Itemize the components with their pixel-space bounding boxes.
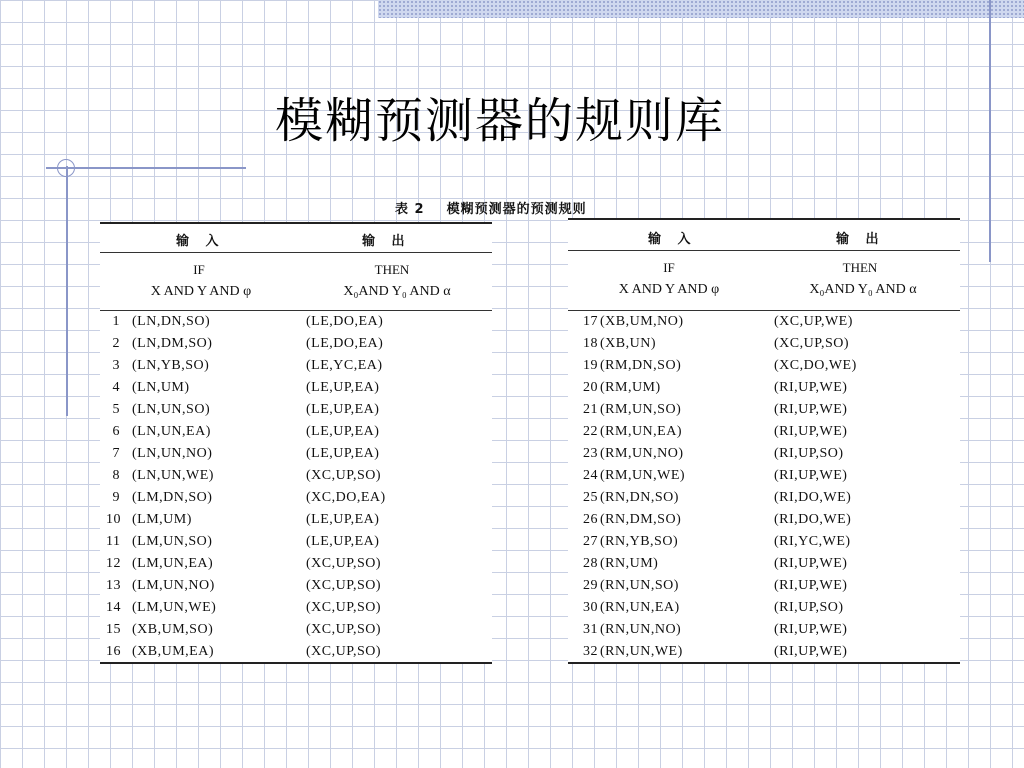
rule-number: 18 [583, 336, 598, 351]
rule-input: (LN,UN,SO) [132, 402, 211, 417]
rule-input: (LM,UM) [132, 512, 192, 527]
rule-input: (LN,DN,SO) [132, 314, 211, 329]
rule-input: (XB,UM,NO) [600, 314, 684, 329]
table-row [568, 468, 960, 490]
table-row [568, 534, 960, 556]
rule-number: 11 [106, 534, 121, 549]
rule-number: 25 [583, 490, 598, 505]
rule-input: (LN,UN,EA) [132, 424, 211, 439]
table-row [568, 446, 960, 468]
rule-output: (LE,UP,EA) [306, 402, 380, 417]
rule-number: 17 [583, 314, 598, 329]
rule-input: (RN,UN,SO) [600, 578, 679, 593]
rule-input: (RM,UN,WE) [600, 468, 686, 483]
rules-table-right [568, 218, 960, 664]
table-row [568, 556, 960, 578]
left-accent-line [66, 166, 68, 416]
rule-output: (RI,UP,WE) [774, 468, 848, 483]
rule-number: 27 [583, 534, 598, 549]
header-rule [100, 252, 492, 253]
title-underline [46, 167, 246, 169]
rule-input: (RN,DM,SO) [600, 512, 682, 527]
rule-number: 15 [106, 622, 121, 637]
rule-input: (LM,UN,SO) [132, 534, 213, 549]
table-caption-number: 表 2 [395, 202, 425, 217]
rule-output: (RI,UP,WE) [774, 556, 848, 571]
table-row [568, 490, 960, 512]
table-caption [395, 198, 587, 217]
rule-output: (LE,YC,EA) [306, 358, 383, 373]
rule-number: 31 [583, 622, 598, 637]
table-row [100, 424, 492, 446]
rule-input: (RM,DN,SO) [600, 358, 682, 373]
rule-output: (RI,DO,WE) [774, 512, 852, 527]
rule-input: (RM,UN,SO) [600, 402, 682, 417]
header-texture-band [378, 0, 1024, 18]
then-condition: X₀AND Y₀ AND α [809, 282, 917, 297]
rule-number: 10 [106, 512, 121, 527]
then-condition: X₀AND Y₀ AND α [343, 284, 451, 299]
rule-number: 5 [112, 402, 120, 417]
rule-input: (LM,DN,SO) [132, 490, 213, 505]
rule-number: 8 [112, 468, 120, 483]
rule-input: (LN,UN,NO) [132, 446, 213, 461]
rule-input: (RM,UN,EA) [600, 424, 682, 439]
rule-output: (LE,DO,EA) [306, 314, 384, 329]
rule-number: 26 [583, 512, 598, 527]
rule-number: 4 [112, 380, 120, 395]
rule-input: (LM,UN,NO) [132, 578, 215, 593]
rule-output: (RI,UP,WE) [774, 380, 848, 395]
rule-number: 9 [112, 490, 120, 505]
rule-number: 12 [106, 556, 121, 571]
table-row [568, 512, 960, 534]
rule-input: (LM,UN,EA) [132, 556, 214, 571]
rule-input: (RN,DN,SO) [600, 490, 679, 505]
rule-number: 28 [583, 556, 598, 571]
rule-input: (RN,UN,EA) [600, 600, 680, 615]
rule-input: (LN,UM) [132, 380, 190, 395]
rule-number: 29 [583, 578, 598, 593]
rules-table-left [100, 222, 492, 664]
table-bottom-rule [100, 662, 492, 664]
rule-number: 30 [583, 600, 598, 615]
rule-input: (RM,UM) [600, 380, 661, 395]
rule-input: (XB,UM,SO) [132, 622, 214, 637]
table-row [100, 512, 492, 534]
table-row [568, 336, 960, 358]
table-row [100, 402, 492, 424]
rule-input: (RN,UN,WE) [600, 644, 683, 659]
rule-output: (RI,UP,WE) [774, 644, 848, 659]
rule-number: 14 [106, 600, 121, 615]
rule-number: 32 [583, 644, 598, 659]
rule-number: 24 [583, 468, 598, 483]
rule-output: (LE,UP,EA) [306, 446, 380, 461]
rule-input: (RN,UM) [600, 556, 659, 571]
rule-output: (XC,UP,SO) [306, 468, 382, 483]
table-caption-title: 模糊预测器的预测规则 [446, 202, 587, 217]
if-label: IF [193, 262, 205, 277]
table-row [568, 622, 960, 644]
rule-input: (RM,UN,NO) [600, 446, 684, 461]
accent-circle [57, 159, 75, 177]
table-row [100, 336, 492, 358]
rule-number: 16 [106, 644, 121, 659]
table-row [568, 600, 960, 622]
table-row [568, 314, 960, 336]
slide-title: 模糊预测器的规则库 [274, 93, 725, 149]
rule-number: 1 [112, 314, 120, 329]
table-row [100, 556, 492, 578]
table-row [568, 358, 960, 380]
rule-input: (XB,UN) [600, 336, 656, 351]
rule-input: (LN,DM,SO) [132, 336, 213, 351]
table-row [100, 578, 492, 600]
rule-output: (RI,UP,WE) [774, 402, 848, 417]
rule-output: (XC,UP,SO) [774, 336, 850, 351]
if-condition: X AND Y AND φ [150, 284, 252, 299]
then-label: THEN [374, 262, 410, 277]
table-row [100, 358, 492, 380]
table-row [100, 380, 492, 402]
rule-output: (RI,UP,WE) [774, 622, 848, 637]
table-row [100, 534, 492, 556]
table-top-rule [568, 218, 960, 220]
rule-output: (RI,UP,WE) [774, 578, 848, 593]
rule-output: (XC,UP,SO) [306, 622, 382, 637]
rule-output: (XC,UP,SO) [306, 578, 382, 593]
rule-output: (RI,YC,WE) [774, 534, 851, 549]
table-row [568, 380, 960, 402]
table-row [568, 402, 960, 424]
rule-number: 23 [583, 446, 598, 461]
rule-input: (RN,UN,NO) [600, 622, 682, 637]
then-label: THEN [842, 260, 878, 275]
rule-number: 21 [583, 402, 598, 417]
rule-output: (RI,UP,WE) [774, 424, 848, 439]
table-row [100, 600, 492, 622]
rule-input: (RN,YB,SO) [600, 534, 679, 549]
table-row [100, 446, 492, 468]
table-row [568, 424, 960, 446]
subheader-rule [100, 310, 492, 311]
table-row [100, 314, 492, 336]
rule-number: 13 [106, 578, 121, 593]
rule-output: (LE,UP,EA) [306, 380, 380, 395]
rule-output: (RI,DO,WE) [774, 490, 852, 505]
if-condition: X AND Y AND φ [618, 282, 720, 297]
rule-output: (LE,UP,EA) [306, 424, 380, 439]
rule-output: (XC,UP,SO) [306, 556, 382, 571]
rule-number: 22 [583, 424, 598, 439]
subheader-rule [568, 310, 960, 311]
rule-output: (XC,UP,SO) [306, 600, 382, 615]
table-row [100, 468, 492, 490]
rule-output: (XC,UP,SO) [306, 644, 382, 659]
rule-number: 20 [583, 380, 598, 395]
table-row [100, 490, 492, 512]
rule-output: (LE,UP,EA) [306, 534, 380, 549]
rule-output: (LE,DO,EA) [306, 336, 384, 351]
header-output: 输 出 [836, 232, 885, 247]
rule-number: 2 [112, 336, 120, 351]
rule-input: (LN,UN,WE) [132, 468, 214, 483]
rule-input: (LN,YB,SO) [132, 358, 210, 373]
table-row [568, 578, 960, 600]
rule-output: (XC,UP,WE) [774, 314, 853, 329]
rule-number: 6 [112, 424, 120, 439]
if-label: IF [663, 260, 675, 275]
header-input: 输 入 [648, 232, 697, 247]
rule-output: (RI,UP,SO) [774, 600, 844, 615]
header-rule [568, 250, 960, 251]
table-row [100, 622, 492, 644]
rule-number: 3 [112, 358, 120, 373]
rule-number: 7 [112, 446, 120, 461]
rule-number: 19 [583, 358, 598, 373]
rule-input: (LM,UN,WE) [132, 600, 217, 615]
header-input: 输 入 [176, 234, 225, 249]
rule-output: (XC,DO,WE) [774, 358, 857, 373]
table-bottom-rule [568, 662, 960, 664]
rule-output: (XC,DO,EA) [306, 490, 386, 505]
rule-input: (XB,UM,EA) [132, 644, 214, 659]
header-output: 输 出 [362, 234, 411, 249]
table-top-rule [100, 222, 492, 224]
rule-output: (RI,UP,SO) [774, 446, 844, 461]
rule-output: (LE,UP,EA) [306, 512, 380, 527]
